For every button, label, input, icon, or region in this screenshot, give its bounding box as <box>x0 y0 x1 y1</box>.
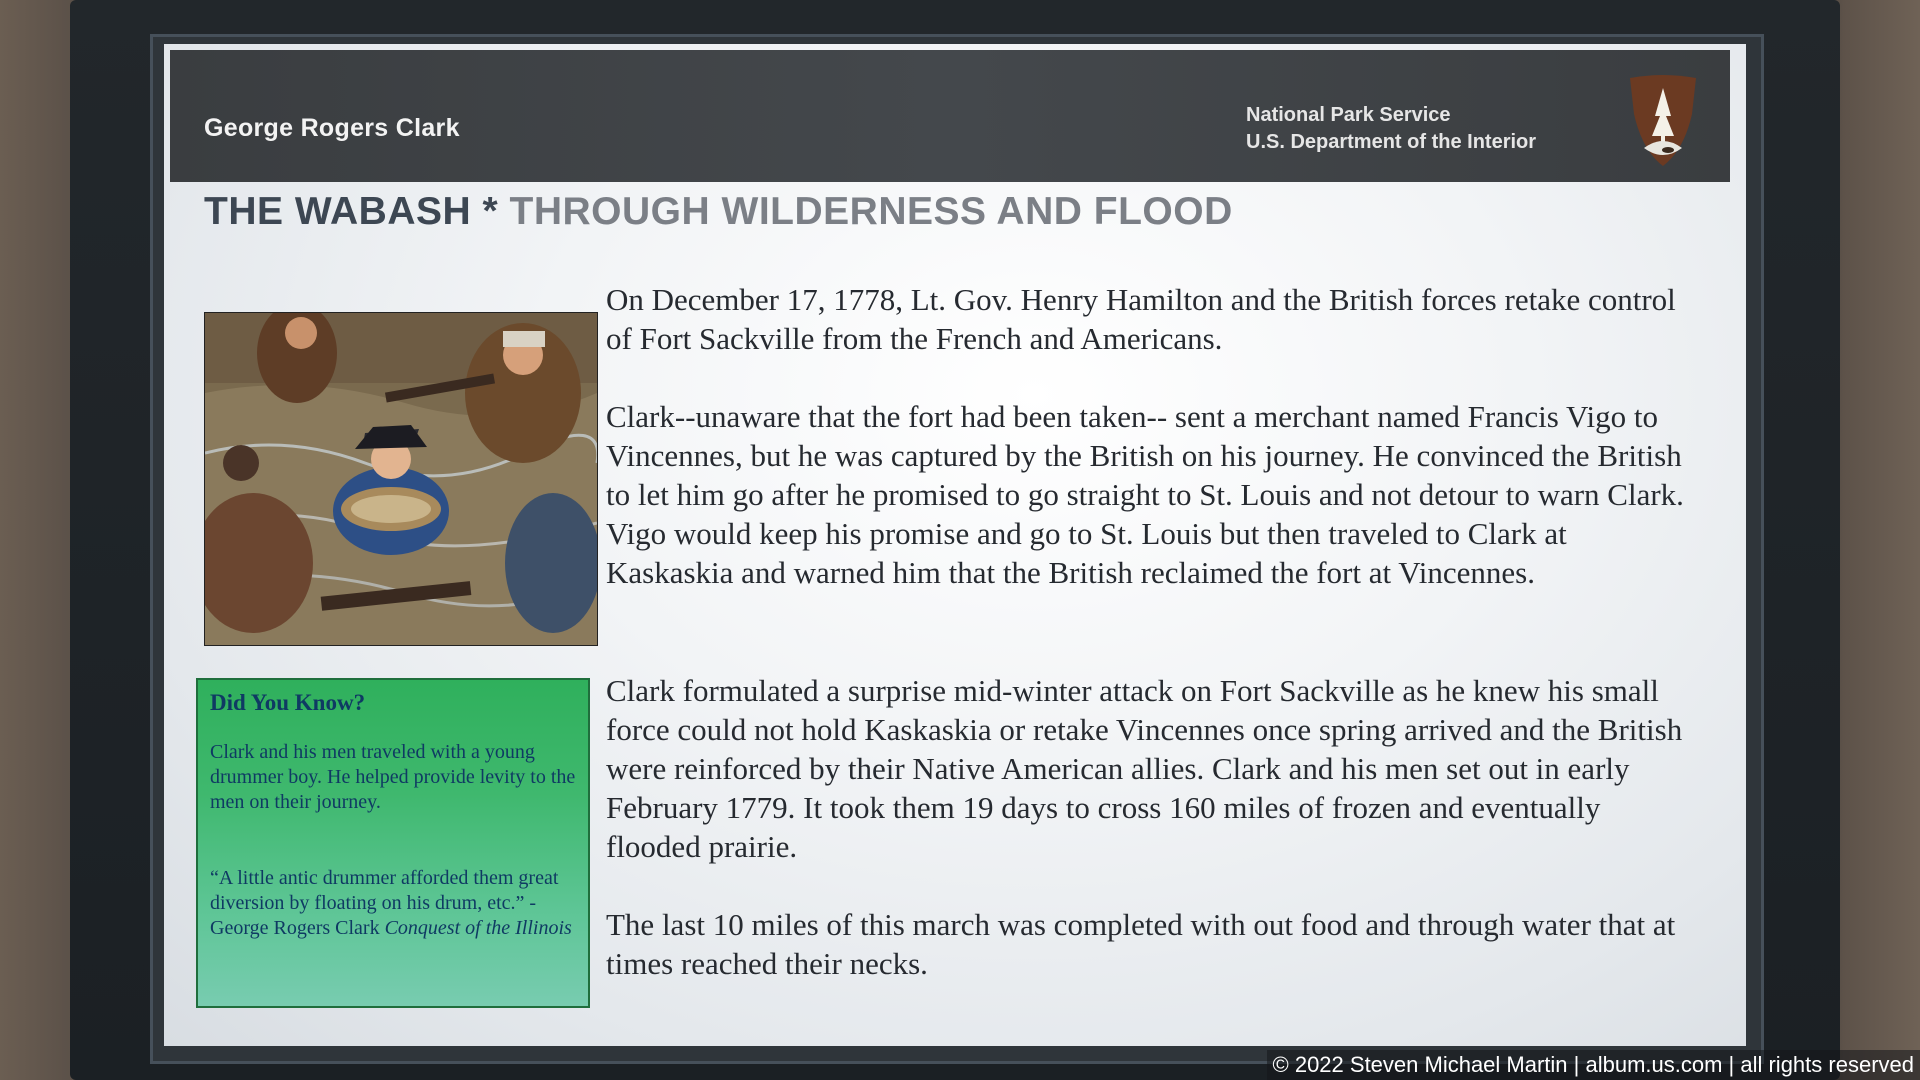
paragraph-4: The last 10 miles of this march was completed with out food and through water that at times reached their necks. <box>606 907 1676 981</box>
paragraph-2: Clark--unaware that the fort had been taken-- sent a merchant named Francis Vigo to Vincennes, but he was captured by the British on his journey. He convinced the British to let him go after he promised to go straight to St. Louis and not detour to warn Clark. Vigo would keep his promise and go to St. Louis but then traveled to Clark at Kaskaskia and warned him that the British reclaimed the fort at Vincennes. <box>606 399 1684 590</box>
park-name: George Rogers Clark <box>204 114 460 142</box>
did-you-know-body: Clark and his men traveled with a young drummer boy. He helped provide levity to the men on their journey. <box>210 741 576 813</box>
did-you-know-title: Did You Know? <box>210 690 366 715</box>
did-you-know-quote <box>210 866 576 941</box>
copyright-watermark: © 2022 Steven Michael Martin | album.us.com | all rights reserved <box>1267 1050 1920 1080</box>
agency-line-1: National Park Service <box>1246 104 1451 126</box>
paragraph-1: On December 17, 1778, Lt. Gov. Henry Hamilton and the British forces retake control of Fort Sackville from the French and Americans. <box>606 282 1676 356</box>
plaque-title <box>204 190 1233 234</box>
header-band <box>170 50 1730 182</box>
quote-text: “A little antic drummer afforded them great diversion by floating on his drum, etc.” - George Rogers Clark <box>210 867 559 939</box>
nps-arrowhead-logo <box>1622 70 1704 170</box>
title-separator: * <box>471 190 510 233</box>
did-you-know-box <box>196 678 590 1008</box>
quote-source: Conquest of the Illinois <box>384 917 572 939</box>
title-part-2: THROUGH WILDERNESS AND FLOOD <box>509 190 1233 233</box>
painting-men-wading-flood <box>204 312 598 646</box>
agency-block <box>1246 102 1536 156</box>
interpretive-plaque <box>164 44 1746 1046</box>
agency-line-2: U.S. Department of the Interior <box>1246 131 1537 153</box>
title-part-1: THE WABASH <box>204 190 472 233</box>
paragraph-3: Clark formulated a surprise mid-winter attack on Fort Sackville as he knew his small force could not hold Kaskaskia or retake Vincennes once spring arrived and the British were reinforced by their Native American allies. Clark and his men set out in early February 1779. It took them 19 days to cross 160 miles of frozen and eventually flooded prairie. <box>606 673 1683 864</box>
